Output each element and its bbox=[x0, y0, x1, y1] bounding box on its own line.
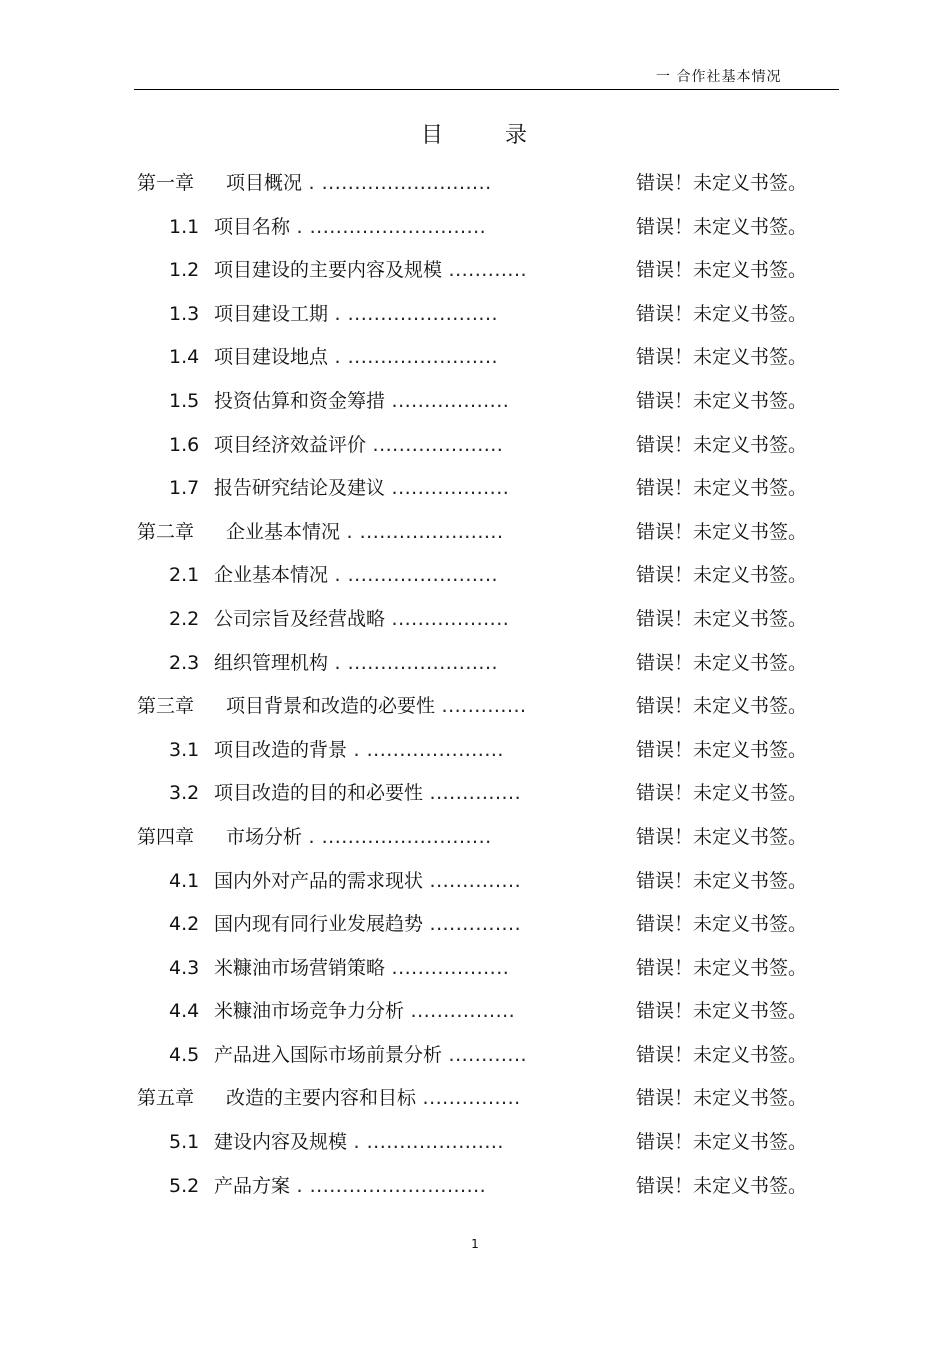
toc-entry[interactable] bbox=[0, 1034, 950, 1078]
toc-entry[interactable] bbox=[0, 598, 950, 642]
toc-entry-number: 4.2 bbox=[169, 913, 200, 936]
toc-entry-label bbox=[214, 860, 521, 904]
toc-entry-label bbox=[214, 990, 515, 1034]
toc-entry-label bbox=[214, 1121, 504, 1165]
toc-entry-number: 3.2 bbox=[169, 782, 200, 805]
toc-entry-label bbox=[214, 336, 498, 380]
toc-entry-title: 建设内容及规模 bbox=[214, 1131, 348, 1154]
toc-entry-leader: .................. bbox=[385, 956, 510, 979]
toc-entry[interactable] bbox=[0, 816, 950, 860]
toc-entry-number: 1.3 bbox=[169, 302, 200, 325]
toc-entry-number: 第二章 bbox=[137, 520, 195, 543]
toc-entry-number: 4.1 bbox=[169, 869, 200, 892]
toc-entry-title: 项目改造的背景 bbox=[214, 738, 348, 761]
toc-entry-title: 产品进入国际市场前景分析 bbox=[214, 1043, 443, 1066]
toc-entry-leader: . ....................... bbox=[328, 346, 499, 369]
toc-entry-page-ref: 错误！未定义书签。 bbox=[636, 389, 808, 412]
toc-entry-label bbox=[214, 947, 509, 991]
toc-entry[interactable] bbox=[0, 729, 950, 773]
toc-entry-label bbox=[214, 903, 521, 947]
toc-entry-number: 第五章 bbox=[137, 1087, 195, 1110]
toc-entry-label bbox=[214, 249, 527, 293]
toc-entry-label bbox=[214, 772, 521, 816]
toc-entry-number: 1.4 bbox=[169, 346, 200, 369]
toc-entry-page-ref: 错误！未定义书签。 bbox=[636, 1043, 808, 1066]
toc-entry[interactable] bbox=[0, 162, 950, 206]
toc-entry-number: 5.2 bbox=[169, 1174, 200, 1197]
toc-entry-title: 项目建设工期 bbox=[214, 302, 329, 325]
toc-entry-leader: .................. bbox=[385, 389, 510, 412]
toc-entry-title: 报告研究结论及建议 bbox=[214, 477, 386, 500]
toc-entry-page-ref: 错误！未定义书签。 bbox=[636, 302, 808, 325]
toc-entry-label bbox=[214, 642, 498, 686]
toc-entry-page-ref: 错误！未定义书签。 bbox=[636, 477, 808, 500]
toc-entry[interactable] bbox=[0, 1121, 950, 1165]
toc-entry-number: 1.6 bbox=[169, 433, 200, 456]
toc-entry-number: 1.1 bbox=[169, 215, 200, 238]
toc-entry-leader: ............ bbox=[442, 1043, 528, 1066]
toc-entry-leader: . ........................... bbox=[290, 1174, 487, 1197]
toc-title-left: 目 bbox=[420, 123, 445, 148]
toc-entry-leader: .................. bbox=[385, 477, 510, 500]
toc-entry-leader: .............. bbox=[423, 869, 522, 892]
page-number: 1 bbox=[471, 1237, 479, 1251]
toc-entry-number: 第三章 bbox=[137, 695, 195, 718]
toc-entry-title: 项目背景和改造的必要性 bbox=[226, 695, 436, 718]
toc-entry-title: 项目名称 bbox=[214, 215, 291, 238]
toc-entry-label bbox=[214, 293, 498, 337]
toc-entry-leader: .................. bbox=[385, 607, 510, 630]
toc-entry-title: 项目经济效益评价 bbox=[214, 433, 367, 456]
toc-entry-leader: . ..................... bbox=[347, 1131, 504, 1154]
toc-entry-label bbox=[214, 1034, 527, 1078]
toc-entry-number: 5.1 bbox=[169, 1131, 200, 1154]
toc-entry[interactable] bbox=[0, 685, 950, 729]
toc-entry-label bbox=[226, 816, 492, 860]
toc-entry-page-ref: 错误！未定义书签。 bbox=[636, 913, 808, 936]
toc-title bbox=[0, 118, 950, 149]
toc-entry-number: 4.4 bbox=[169, 1000, 200, 1023]
toc-entry-page-ref: 错误！未定义书签。 bbox=[636, 738, 808, 761]
toc-entry-label bbox=[214, 424, 503, 468]
toc-entry-leader: .............. bbox=[423, 782, 522, 805]
toc-entry-title: 组织管理机构 bbox=[214, 651, 329, 674]
toc-entry-number: 4.3 bbox=[169, 956, 200, 979]
toc-entry-label bbox=[214, 206, 486, 250]
toc-entry[interactable] bbox=[0, 903, 950, 947]
toc-entry-page-ref: 错误！未定义书签。 bbox=[636, 259, 808, 282]
toc-entry-label bbox=[226, 1077, 521, 1121]
toc-entry-title: 项目建设地点 bbox=[214, 346, 329, 369]
toc-entry-title: 项目建设的主要内容及规模 bbox=[214, 259, 443, 282]
toc-entry-page-ref: 错误！未定义书签。 bbox=[636, 825, 808, 848]
toc-entry-leader: ............ bbox=[442, 259, 528, 282]
toc-entry[interactable] bbox=[0, 860, 950, 904]
toc-entry-page-ref: 错误！未定义书签。 bbox=[636, 956, 808, 979]
toc-entry-title: 国内现有同行业发展趋势 bbox=[214, 913, 424, 936]
toc-entry-page-ref: 错误！未定义书签。 bbox=[636, 1174, 808, 1197]
toc-entry-leader: .................... bbox=[366, 433, 504, 456]
toc-entry-number: 2.1 bbox=[169, 564, 200, 587]
toc-entry[interactable] bbox=[0, 467, 950, 511]
toc-entry-title: 企业基本情况 bbox=[226, 520, 341, 543]
toc-entry-label bbox=[214, 598, 509, 642]
toc-entry-leader: . .......................... bbox=[302, 825, 492, 848]
toc-entry-title: 改造的主要内容和目标 bbox=[226, 1087, 417, 1110]
toc-entry-title: 米糠油市场竞争力分析 bbox=[214, 1000, 405, 1023]
toc-entry-page-ref: 错误！未定义书签。 bbox=[636, 1000, 808, 1023]
toc-entry-leader: ............. bbox=[435, 695, 527, 718]
toc-entry-page-ref: 错误！未定义书签。 bbox=[636, 172, 808, 194]
toc-entry-number: 2.2 bbox=[169, 607, 200, 630]
toc-entry-page-ref: 错误！未定义书签。 bbox=[636, 782, 808, 805]
toc-entry-number: 1.2 bbox=[169, 259, 200, 282]
toc-entry-leader: . ...................... bbox=[340, 520, 504, 543]
toc-entry-leader: . ........................... bbox=[290, 215, 487, 238]
toc-entry-page-ref: 错误！未定义书签。 bbox=[636, 695, 808, 718]
toc-entry-page-ref: 错误！未定义书签。 bbox=[636, 346, 808, 369]
toc-entry-number: 1.5 bbox=[169, 389, 200, 412]
toc-entry-title: 项目概况 bbox=[226, 172, 303, 194]
toc-entry-page-ref: 错误！未定义书签。 bbox=[636, 1131, 808, 1154]
toc-entry-label bbox=[214, 380, 509, 424]
toc-entry[interactable] bbox=[0, 511, 950, 555]
toc-entry-number: 4.5 bbox=[169, 1043, 200, 1066]
toc-entry-leader: ............... bbox=[416, 1087, 521, 1110]
toc-entry-title: 企业基本情况 bbox=[214, 564, 329, 587]
toc-entry[interactable] bbox=[0, 772, 950, 816]
toc-entry-label bbox=[226, 511, 504, 555]
toc-entry-number: 3.1 bbox=[169, 738, 200, 761]
toc-entry-leader: .............. bbox=[423, 913, 522, 936]
toc-list bbox=[0, 162, 950, 1208]
toc-entry-number: 第一章 bbox=[137, 172, 195, 194]
toc-entry-leader: . ....................... bbox=[328, 302, 499, 325]
toc-entry[interactable] bbox=[0, 554, 950, 598]
toc-entry-label bbox=[214, 554, 498, 598]
toc-title-right: 录 bbox=[505, 123, 530, 148]
toc-entry[interactable] bbox=[0, 206, 950, 250]
toc-entry-label bbox=[226, 162, 492, 206]
toc-entry-number: 2.3 bbox=[169, 651, 200, 674]
toc-entry-page-ref: 错误！未定义书签。 bbox=[636, 1087, 808, 1110]
toc-entry-title: 国内外对产品的需求现状 bbox=[214, 869, 424, 892]
toc-entry-label bbox=[226, 685, 527, 729]
toc-entry-label bbox=[214, 467, 509, 511]
header-rule bbox=[134, 89, 839, 90]
toc-entry-title: 投资估算和资金筹措 bbox=[214, 389, 386, 412]
toc-entry-title: 公司宗旨及经营战略 bbox=[214, 607, 386, 630]
toc-entry-title: 市场分析 bbox=[226, 825, 303, 848]
toc-entry[interactable] bbox=[0, 424, 950, 468]
toc-entry-leader: . ..................... bbox=[347, 738, 504, 761]
toc-entry-title: 米糠油市场营销策略 bbox=[214, 956, 386, 979]
toc-entry-page-ref: 错误！未定义书签。 bbox=[636, 607, 808, 630]
toc-entry[interactable] bbox=[0, 249, 950, 293]
toc-entry-leader: . .......................... bbox=[302, 172, 492, 194]
toc-entry[interactable] bbox=[0, 336, 950, 380]
toc-entry-page-ref: 错误！未定义书签。 bbox=[636, 869, 808, 892]
toc-entry[interactable] bbox=[0, 293, 950, 337]
toc-entry[interactable] bbox=[0, 1165, 950, 1209]
running-header: 一 合作社基本情况 bbox=[656, 69, 782, 85]
toc-entry-page-ref: 错误！未定义书签。 bbox=[636, 520, 808, 543]
toc-entry[interactable] bbox=[0, 990, 950, 1034]
toc-entry[interactable] bbox=[0, 947, 950, 991]
toc-entry-number: 第四章 bbox=[137, 825, 195, 848]
toc-entry[interactable] bbox=[0, 642, 950, 686]
toc-entry-page-ref: 错误！未定义书签。 bbox=[636, 433, 808, 456]
toc-entry-leader: ................ bbox=[404, 1000, 516, 1023]
toc-entry-title: 项目改造的目的和必要性 bbox=[214, 782, 424, 805]
toc-entry[interactable] bbox=[0, 1077, 950, 1121]
toc-entry-label bbox=[214, 1165, 486, 1209]
toc-entry-page-ref: 错误！未定义书签。 bbox=[636, 564, 808, 587]
toc-entry-title: 产品方案 bbox=[214, 1174, 291, 1197]
toc-entry-number: 1.7 bbox=[169, 477, 200, 500]
toc-entry[interactable] bbox=[0, 380, 950, 424]
toc-entry-label bbox=[214, 729, 504, 773]
toc-entry-leader: . ....................... bbox=[328, 564, 499, 587]
toc-entry-page-ref: 错误！未定义书签。 bbox=[636, 215, 808, 238]
toc-entry-leader: . ....................... bbox=[328, 651, 499, 674]
toc-entry-page-ref: 错误！未定义书签。 bbox=[636, 651, 808, 674]
